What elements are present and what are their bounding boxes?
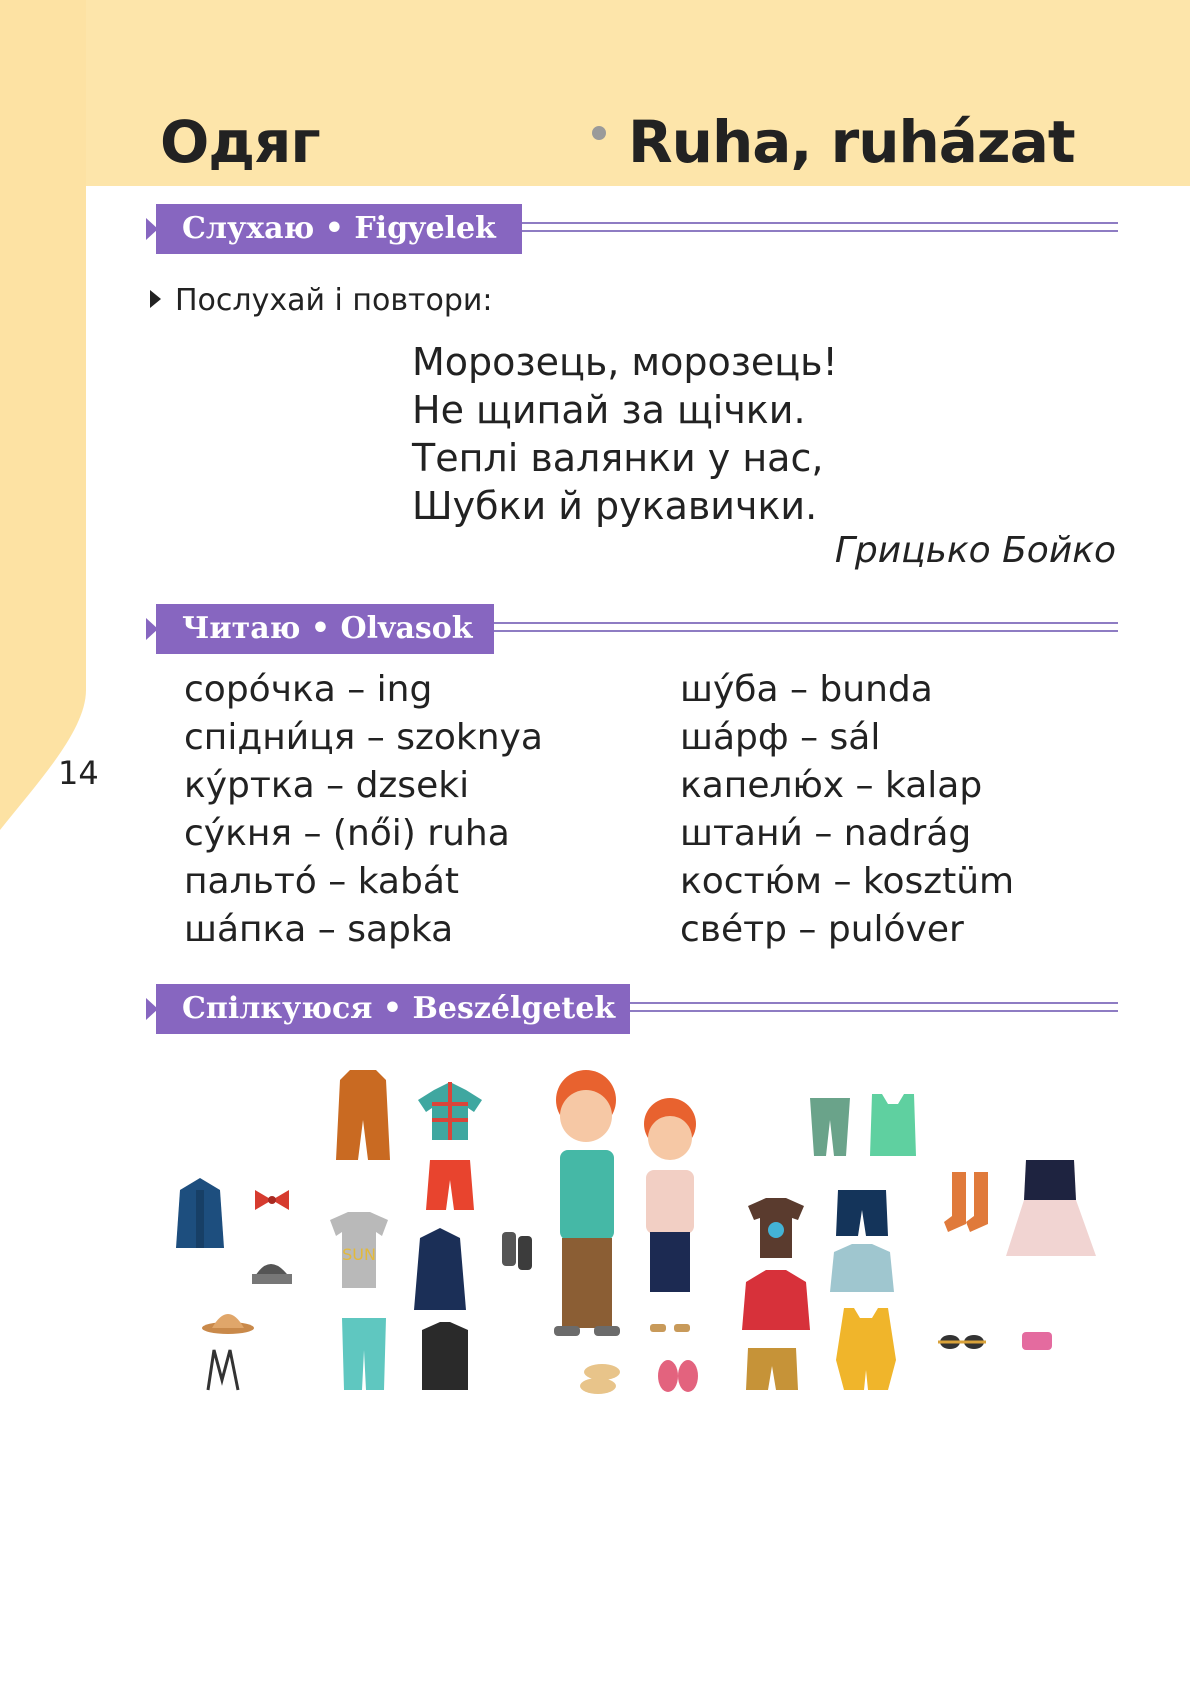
- pants-icon: [342, 1318, 386, 1390]
- vocab-item: ку́ртка – dzseki: [184, 765, 470, 806]
- chevron-right-icon: [146, 618, 158, 640]
- poem: [412, 338, 838, 530]
- shoes-icon: [580, 1360, 698, 1394]
- section-read-tag: [156, 604, 494, 654]
- bird-tshirt-icon: [748, 1198, 804, 1258]
- section-listen: [156, 204, 1118, 254]
- poem-line: Теплі валянки у нас,: [412, 436, 824, 480]
- vocab-item: ша́пка – sapka: [184, 909, 454, 950]
- vocab-item: спідни́ця – szoknya: [184, 717, 543, 758]
- section-talk: [156, 984, 1118, 1034]
- page-number: 14: [58, 754, 99, 792]
- dress-icon: [1006, 1160, 1096, 1256]
- vocab-item: ша́рф – sál: [680, 717, 881, 758]
- hat-icon: [202, 1314, 254, 1334]
- instruction: [150, 283, 493, 318]
- tshirt-icon: [330, 1212, 388, 1288]
- vocab-item: све́тр – pulóver: [680, 909, 964, 950]
- shorts-icon: [426, 1160, 474, 1210]
- vocab-item: шу́ба – bunda: [680, 669, 933, 710]
- jacket-icon: [176, 1178, 224, 1248]
- vocab-item: соро́чка – ing: [184, 669, 433, 710]
- page-title-hu: Ruha, ruházat: [628, 108, 1075, 176]
- play-arrow-icon: [150, 290, 161, 308]
- girl-character-icon: [644, 1098, 696, 1332]
- headband-icon: [1022, 1332, 1052, 1350]
- patterned-shorts-icon: [836, 1190, 888, 1236]
- vocab-list-right: [680, 666, 1014, 954]
- svg-text:SUN: SUN: [342, 1245, 376, 1264]
- overalls-icon: [336, 1070, 390, 1160]
- beanie-icon: [252, 1264, 292, 1284]
- section-read-label: Читаю • Olvasok: [182, 611, 473, 646]
- chevron-right-icon: [146, 218, 158, 240]
- clothing-illustration: [150, 1060, 1110, 1400]
- coat-icon: [414, 1228, 466, 1310]
- plaid-shirt-icon: [418, 1082, 482, 1140]
- section-listen-tag: [156, 204, 522, 254]
- poem-author: Грицько Бойко: [834, 530, 1116, 571]
- suspenders-icon: [208, 1350, 238, 1390]
- mustard-shorts-icon: [746, 1348, 798, 1390]
- vocab-item: пальто́ – kabát: [184, 861, 460, 902]
- sunglasses-icon: [938, 1335, 986, 1349]
- sweatshirt-icon: [830, 1244, 894, 1292]
- vocab-list-left: [184, 666, 543, 954]
- vocab-item: костю́м – kosztüm: [680, 861, 1015, 902]
- vocab-item: капелю́х – kalap: [680, 765, 983, 806]
- section-divider-lines: [630, 1002, 1118, 1014]
- section-divider-lines: [522, 222, 1118, 234]
- poem-line: Не щипай за щічки.: [412, 388, 806, 432]
- boy-character-icon: [554, 1070, 620, 1336]
- chevron-right-icon: [146, 998, 158, 1020]
- instruction-text: Послухай і повтори:: [175, 283, 493, 318]
- section-talk-label: Спілкуюся • Beszélgetek: [182, 991, 616, 1026]
- page-title-ua: Одяг: [160, 108, 320, 176]
- tank-top-icon: [870, 1094, 916, 1156]
- jumpsuit-icon: [836, 1308, 896, 1390]
- red-jacket-icon: [742, 1270, 810, 1330]
- section-talk-tag: [156, 984, 630, 1034]
- poem-line: Шубки й рукавички.: [412, 484, 818, 528]
- striped-trousers-icon: [810, 1098, 850, 1156]
- vest-icon: [422, 1322, 468, 1390]
- bow-tie-icon: [255, 1190, 289, 1210]
- patterned-socks-icon: [944, 1172, 988, 1232]
- section-divider-lines: [494, 622, 1118, 634]
- socks-icon: [502, 1232, 532, 1270]
- section-listen-label: Слухаю • Figyelek: [182, 211, 496, 246]
- vocab-item: су́кня – (női) ruha: [184, 813, 510, 854]
- section-read: [156, 604, 1118, 654]
- poem-line: Морозець, морозець!: [412, 340, 838, 384]
- title-separator-dot: [592, 126, 606, 140]
- vocab-item: штани́ – nadrág: [680, 813, 972, 854]
